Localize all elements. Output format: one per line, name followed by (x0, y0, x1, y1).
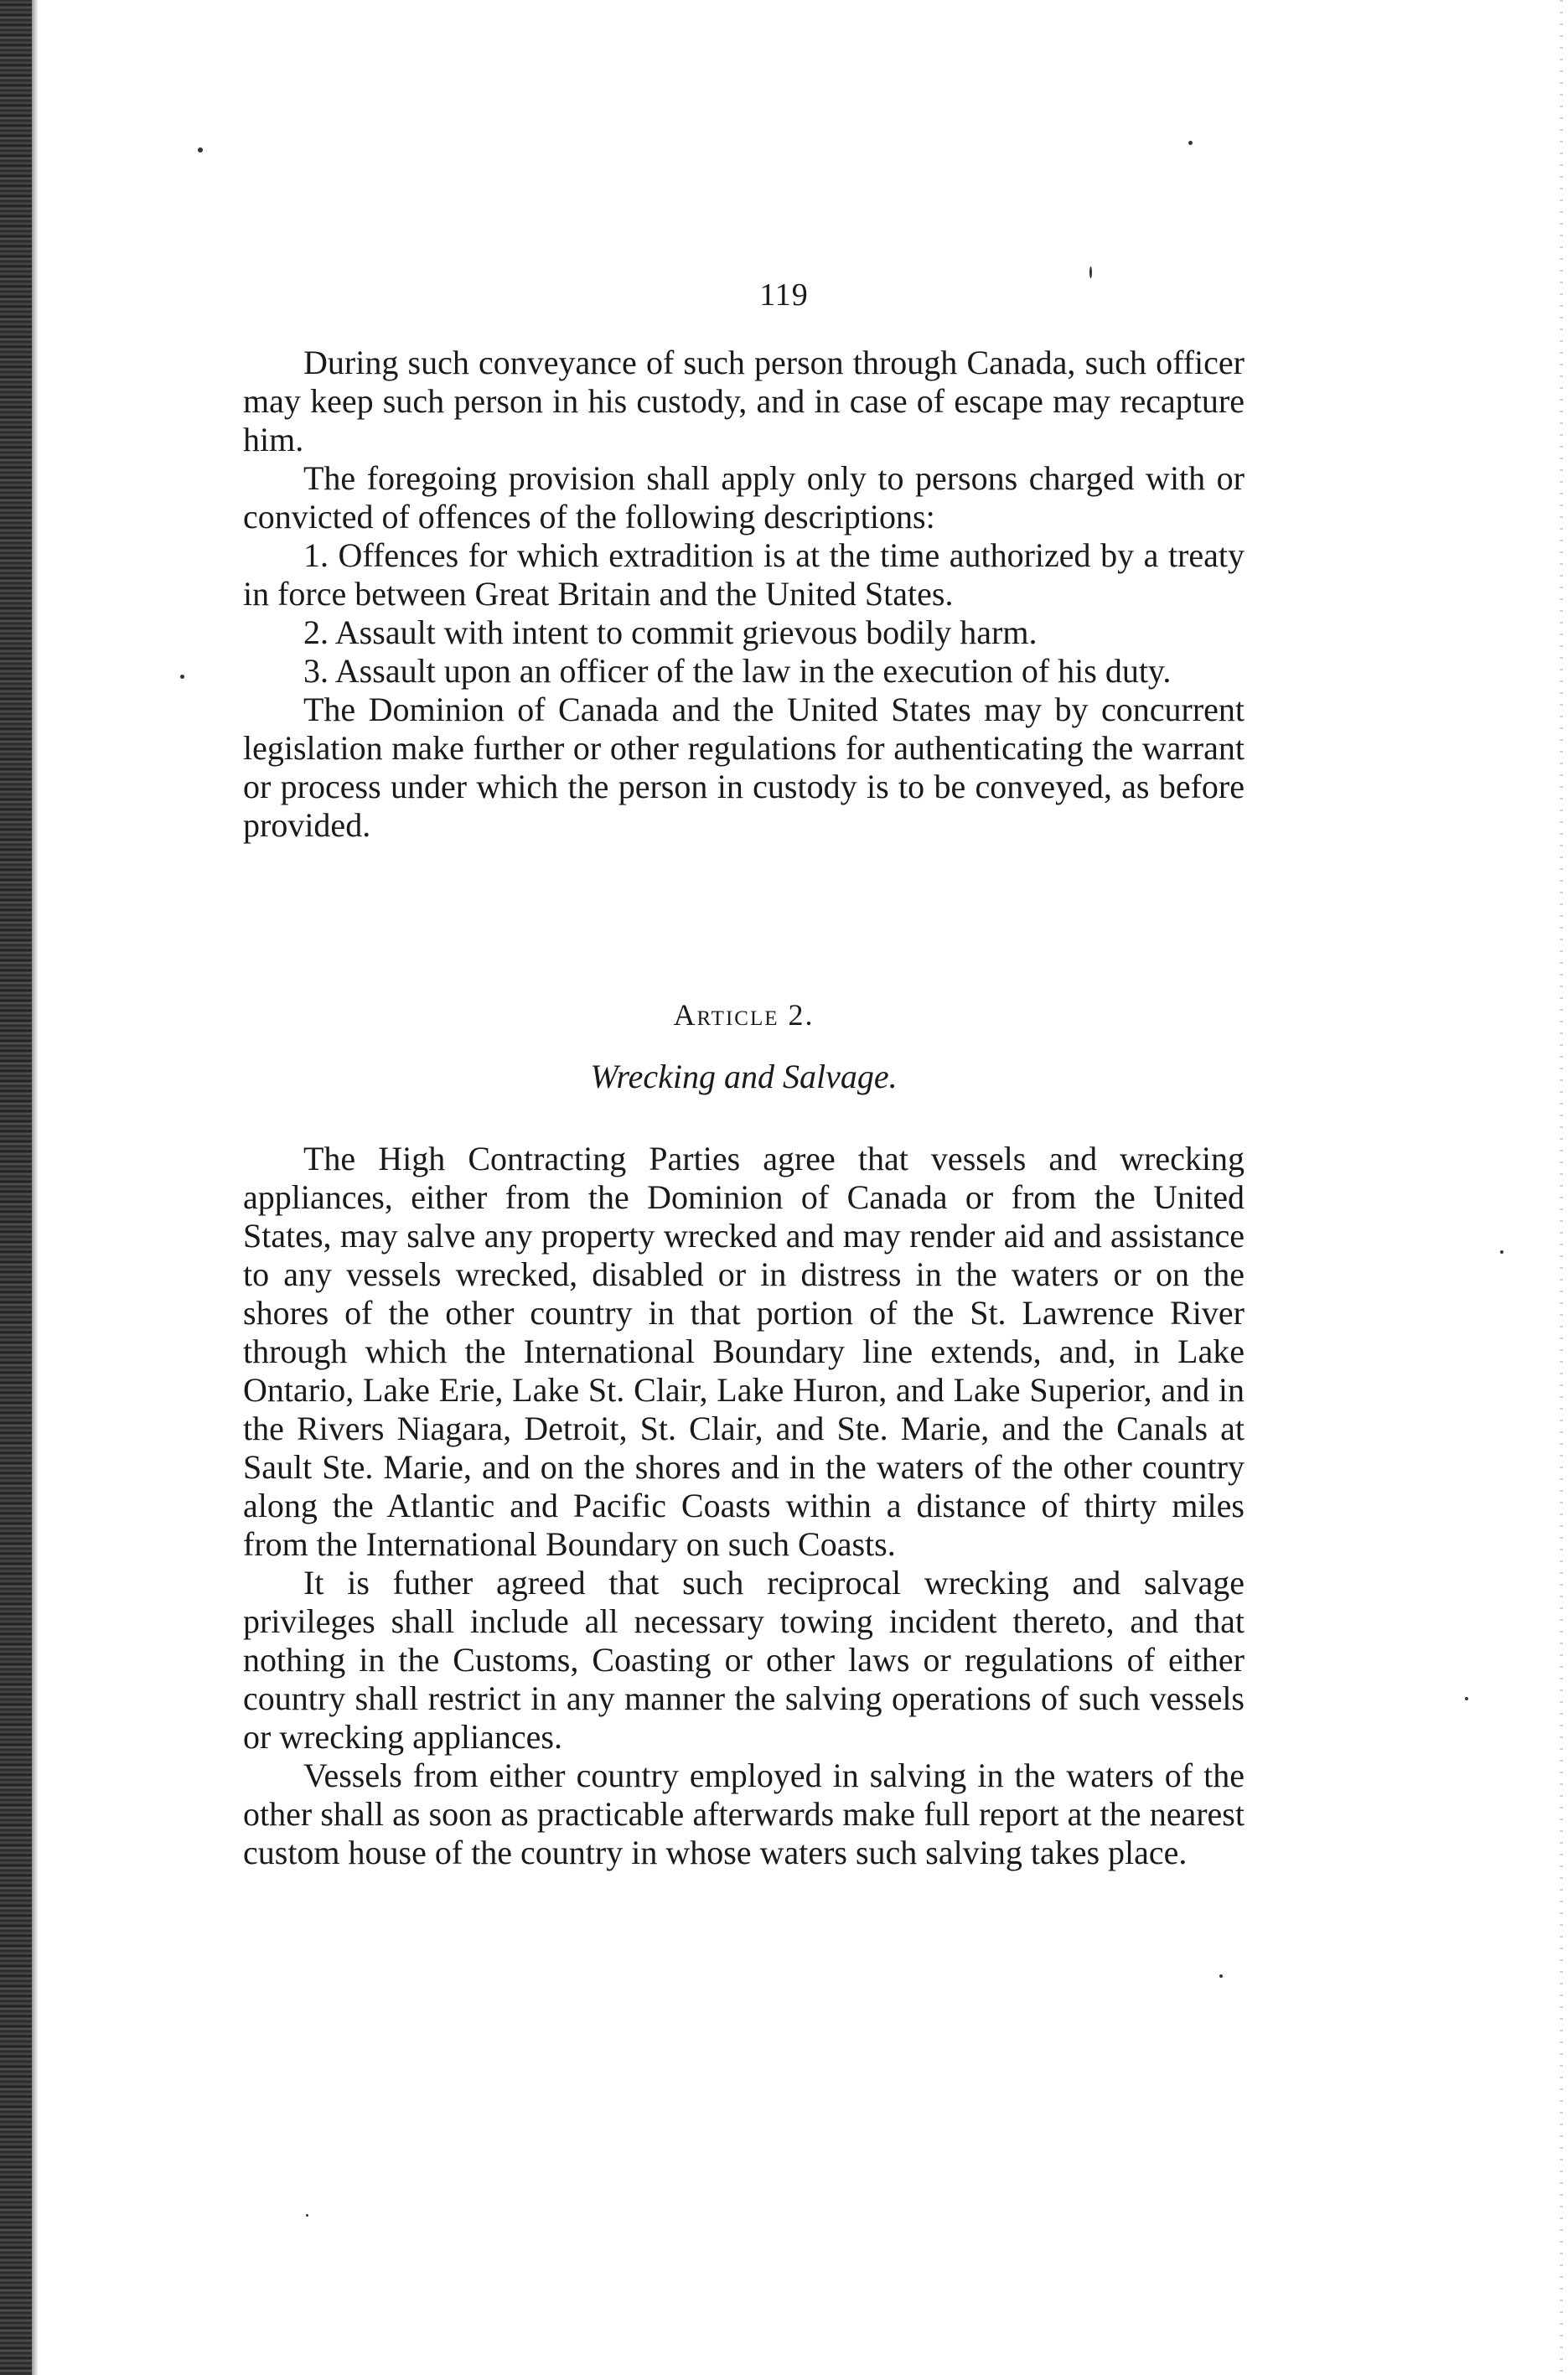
paragraph-towing-privileges: It is futher agreed that such reciprocal wrecking and salvage privileges shall include all necessary towing incident thereto, and that nothing in the Customs, Coasting or other laws or regulations of either country shall restrict in any manner the salving operations of such vessels or wrecking appliances. (243, 1564, 1245, 1756)
scan-binding-shadow (32, 0, 39, 2375)
article-subtitle-block (243, 1058, 1245, 1096)
paragraph-salvage-agreement: The High Contracting Parties agree that vessels and wrecking appliances, either from the Dominion of Canada or from the United States, may salve any property wrecked and may render aid and assistance to any vessels wrecked, disabled or in distress in the waters or on the shores of the other country in that portion of the St. Lawrence River through which the International Boundary line extends, and, in Lake Ontario, Lake Erie, Lake St. Clair, Lake Huron, and Lake Superior, and in the Rivers Niagara, Detroit, St. Clair, and Ste. Marie, and the Canals at Sault Ste. Marie, and on the shores and in the waters of the other country along the Atlantic and Pacific Coasts within a distance of thirty miles from the International Boundary on such Coasts. (243, 1140, 1245, 1563)
scan-speck (198, 147, 203, 153)
list-item-assault-bodily-harm: 2. Assault with intent to commit grievous bodily harm. (303, 613, 1038, 651)
paragraph-conveyance: During such conveyance of such person through Canada, such officer may keep such person in his custody, and in case of escape may recapture him. (243, 344, 1245, 458)
paragraph-concurrent-legislation: The Dominion of Canada and the United States may by concurrent legislation make further or other regulations for authenticating the warrant or process under which the person in custody is to be conveyed, as before provided. (243, 691, 1245, 844)
article-subtitle: Wrecking and Salvage. (590, 1058, 898, 1095)
scan-speck (306, 2214, 308, 2217)
scan-speck (1465, 1697, 1468, 1700)
paragraph-provision-scope: The foregoing provision shall apply only to persons charged with or convicted of offences of the following descriptions: (243, 459, 1245, 536)
article-header (243, 996, 1245, 1034)
scan-speck (1219, 1974, 1223, 1978)
article-heading: Article 2. (673, 998, 815, 1032)
list-item-offences: 1. Offences for which extradition is at the time authorized by a treaty in force between Great Britain and the United States. (243, 536, 1245, 613)
scan-speck (180, 675, 184, 679)
scan-speck (1500, 1250, 1503, 1254)
scan-binding-edge (0, 0, 32, 2375)
list-item-assault-officer: 3. Assault upon an officer of the law in the execution of his duty. (303, 652, 1172, 690)
section-extradition-conveyance (243, 344, 1245, 845)
section-wrecking-salvage (243, 1140, 1245, 1872)
scan-speck (1188, 141, 1193, 145)
page-number: 119 (759, 277, 809, 313)
scan-right-edge (1560, 0, 1563, 2375)
paragraph-report-requirement: Vessels from either country employed in salving in the waters of the other shall as soon as practicable afterwards make full report at the nearest custom house of the country in whose waters such salving takes place. (243, 1757, 1245, 1871)
